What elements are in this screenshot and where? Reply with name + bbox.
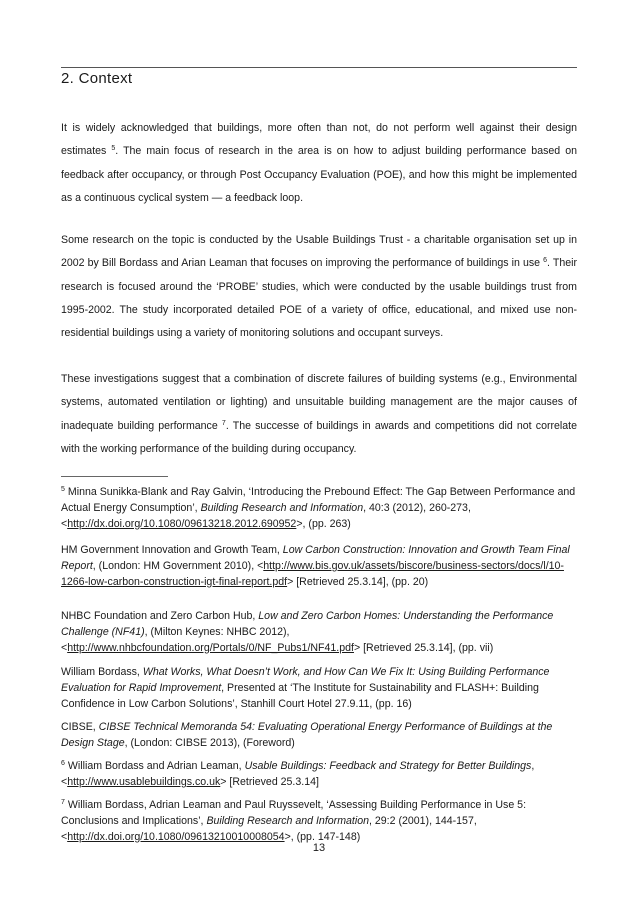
footnote-marker: 6	[61, 760, 65, 767]
footnote-title: What Works, What Doesn’t Work, and How Can We Fix It: Using Building Performance Evaluation for Rapid Improvement	[61, 666, 550, 694]
footnote-text: HM Government Innovation and Growth Team,	[61, 544, 283, 556]
footnote-title: Usable Buildings: Feedback and Strategy for Better Buildings	[244, 760, 532, 772]
footnote-text: , 29:2 (2001), 144-157, <	[61, 814, 477, 843]
footnote-marker: 7	[61, 799, 65, 806]
footnote-bordass	[61, 665, 577, 712]
footnote-marker: 5	[61, 486, 65, 493]
footnote-separator	[61, 476, 168, 477]
footnote-text: William Bordass and Adrian Leaman,	[67, 760, 245, 772]
footnote-text: , <	[61, 760, 535, 788]
paragraph-text: . The main focus of research in the area is on how to adjust building performance based on feedback after occupancy, or through Post Occupancy Evaluation (POE), and how this might be implemented as a continuous cyclical system — a feedback loop.	[61, 145, 577, 204]
footnote-text: , (London: CIBSE 2013), (Foreword)	[124, 736, 295, 749]
footnote-text: > [Retrieved 25.3.14], (pp. vii)	[353, 641, 494, 654]
footnote-link[interactable]: http://www.nhbcfoundation.org/Portals/0/NF_Pubs1/NF41.pdf	[67, 641, 354, 654]
paragraph-2	[61, 229, 577, 345]
footnote-link[interactable]: http://www.usablebuildings.co.uk	[67, 775, 221, 788]
paragraph-3	[61, 368, 577, 461]
footnote-title: Building Research and Information	[200, 501, 364, 514]
paragraph-1	[61, 117, 577, 210]
section-heading: 2. Context	[61, 70, 133, 87]
paragraph-text: . Their research is focused around the ‘PROBE’ studies, which were conducted by the usable buildings trust from 1995-2002. The study incorporated detailed POE of a variety of office, educational, and mixed use non-residential buildings using a variety of monitoring solutions and occupant surveys.	[61, 257, 577, 340]
footnote-title: Building Research and Information	[206, 814, 369, 827]
header-rule	[61, 67, 577, 68]
footnote-5	[61, 485, 577, 532]
footnote-text: , Presented at ‘The Institute for Sustainability and FLASH+: Building Confidence in Low Carbon Solutions’, Stanhill Court Hotel 27.9.11, (pp. 16)	[61, 681, 539, 710]
footnote-text: William Bordass,	[61, 666, 143, 678]
footnote-text: Minna Sunikka-Blank and Ray Galvin, ‘Introducing the Prebound Effect: The Gap Between Performance and Actual Energy Consumption’,	[61, 486, 576, 514]
footnote-link[interactable]: http://dx.doi.org/10.1080/09613210010008054	[67, 830, 285, 843]
footnote-text: > [Retrieved 25.3.14]	[220, 775, 319, 788]
footnote-7	[61, 798, 577, 845]
footnote-text: , 40:3 (2012), 260-273, <	[61, 501, 471, 530]
footnote-link[interactable]: http://www.bis.gov.uk/assets/biscore/business-sectors/docs/l/10-1266-low-carbon-construction-igt-final-report.pdf	[61, 559, 564, 588]
paragraph-text: These investigations suggest that a combination of discrete failures of building systems (e.g., Environmental systems, automated ventilation or lighting) and unsuitable building management are the major causes of inadequate building performance	[61, 373, 577, 432]
footnote-text: , (London: HM Government 2010), <	[92, 559, 264, 572]
footnote-title: CIBSE Technical Memoranda 54: Evaluating Operational Energy Performance of Buildings at the Design Stage	[61, 721, 553, 749]
footnote-text: William Bordass, Adrian Leaman and Paul Ruyssevelt, ‘Assessing Building Performance in Use 5: Conclusions and Implications’,	[61, 799, 527, 827]
footnote-text: > [Retrieved 25.3.14], (pp. 20)	[287, 575, 429, 588]
footnote-ref-7[interactable]: 7	[221, 419, 226, 427]
footnote-nhbc	[61, 609, 577, 656]
footnote-text: CIBSE,	[61, 721, 99, 733]
footnote-text: , (Milton Keynes: NHBC 2012), <	[61, 625, 290, 654]
paragraph-text: . The successe of buildings in awards and competitions did not correlate with the working performance of the building during occupancy.	[61, 419, 577, 455]
footnote-text: NHBC Foundation and Zero Carbon Hub,	[61, 610, 259, 622]
footnote-text: >, (pp. 147-148)	[284, 830, 361, 843]
footnote-hm-government	[61, 543, 577, 590]
footnote-cibse	[61, 720, 577, 752]
footnote-link[interactable]: http://dx.doi.org/10.1080/09613218.2012.690952	[67, 517, 297, 530]
paragraph-text: Some research on the topic is conducted by the Usable Buildings Trust - a charitable organisation set up in 2002 by Bill Bordass and Arian Leaman that focuses on improving the performance of buildings in use	[61, 234, 577, 270]
footnote-ref-6[interactable]: 6	[543, 257, 548, 265]
footnote-6	[61, 759, 577, 791]
footnote-title: Low Carbon Construction: Innovation and Growth Team Final Report	[61, 544, 570, 572]
paragraph-text: It is widely acknowledged that buildings, more often than not, do not perform well against their design estimates	[61, 122, 577, 158]
footnote-title: Low and Zero Carbon Homes: Understanding the Performance Challenge (NF41)	[61, 610, 554, 638]
footnote-text: >, (pp. 263)	[296, 517, 351, 530]
page-number: 13	[312, 842, 326, 854]
footnote-ref-5[interactable]: 5	[111, 145, 116, 153]
